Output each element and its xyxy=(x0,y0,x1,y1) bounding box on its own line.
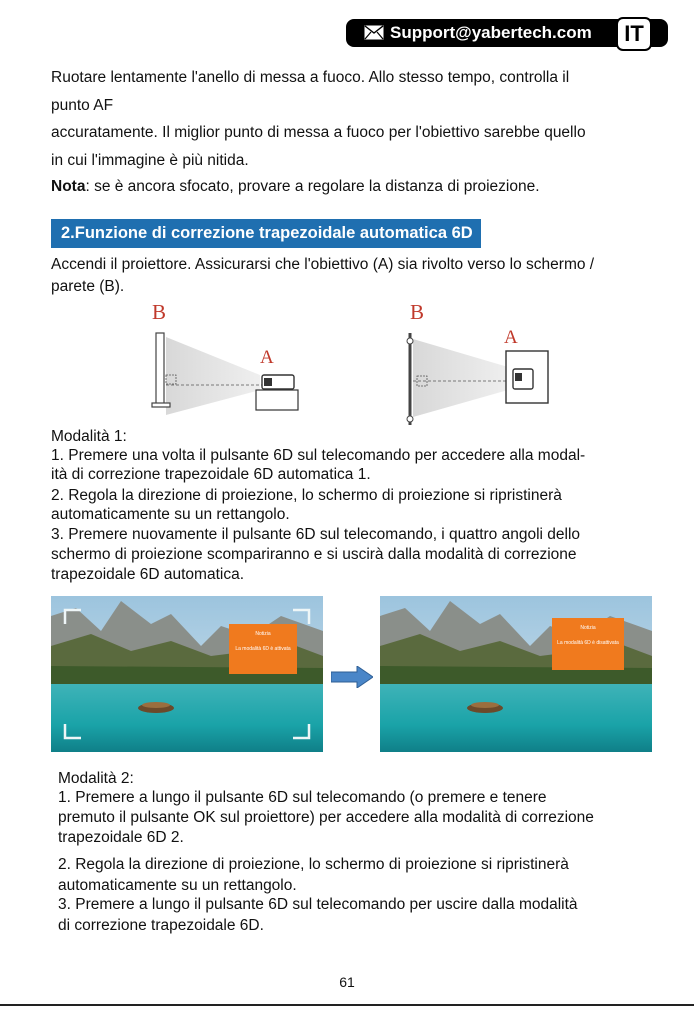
mode1-title: Modalità 1: xyxy=(51,428,127,445)
notice-6d-off xyxy=(552,618,624,670)
intro-line-3: accuratamente. Il miglior punto di messa a fuoco per l'obiettivo sarebbe quello xyxy=(51,124,586,141)
mode1-line-5: 3. Premere nuovamente il pulsante 6D sul telecomando, i quattro angoli dello xyxy=(51,526,581,543)
mode1-line-3: 2. Regola la direzione di proiezione, lo schermo di proiezione si ripristinerà xyxy=(51,487,562,504)
mode1-line-2: ità di correzione trapezoidale 6D automatica 1. xyxy=(51,466,371,483)
label-b-left: B xyxy=(152,300,167,324)
mode1-line-4: automaticamente su un rettangolo. xyxy=(51,506,290,523)
note-text: : se è ancora sfocato, provare a regolare la distanza di proiezione. xyxy=(85,178,540,195)
notice-6d-on-body: La modalità 6D è attivata xyxy=(235,646,291,652)
notice-6d-off-body: La modalità 6D è disattivata xyxy=(557,640,619,646)
note-line xyxy=(51,177,540,197)
label-b-right: B xyxy=(410,300,425,324)
photo-6d-on xyxy=(51,596,323,752)
projection-diagram xyxy=(130,297,560,427)
mode1-line-6: schermo di proiezione scompariranno e si uscirà dalla modalità di correzione xyxy=(51,546,577,563)
page-number: 61 xyxy=(339,974,355,990)
intro-line-4: in cui l'immagine è più nitida. xyxy=(51,152,249,169)
mode2-line-5: automaticamente su un rettangolo. xyxy=(58,877,297,894)
photo-6d-off xyxy=(380,596,652,752)
mode2-line-1: 1. Premere a lungo il pulsante 6D sul telecomando (o premere e tenere xyxy=(58,789,547,806)
notice-6d-on-title: Notizia xyxy=(255,631,271,637)
section-text-line-2: parete (B). xyxy=(51,278,125,295)
mode2-line-3: trapezoidale 6D 2. xyxy=(58,829,184,846)
mode2-line-2: premuto il pulsante OK sul proiettore) per accedere alla modalità di correzione xyxy=(58,809,594,826)
mode2-line-4: 2. Regola la direzione di proiezione, lo schermo di proiezione si ripristinerà xyxy=(58,856,569,873)
arrow-right-icon xyxy=(331,666,373,688)
mode2-line-7: di correzione trapezoidale 6D. xyxy=(58,917,264,934)
intro-line-2: punto AF xyxy=(51,97,114,114)
intro-line-1: Ruotare lentamente l'anello di messa a fuoco. Allo stesso tempo, controlla il xyxy=(51,69,570,86)
label-a-right: A xyxy=(504,327,518,348)
note-label: Nota xyxy=(51,178,86,195)
mode2-line-6: 3. Premere a lungo il pulsante 6D sul telecomando per uscire dalla modalità xyxy=(58,896,578,913)
notice-6d-off-title: Notizia xyxy=(580,625,596,631)
mode2-title: Modalità 2: xyxy=(58,770,134,787)
section-heading: 2.Funzione di correzione trapezoidale automatica 6D xyxy=(51,219,481,248)
footer-divider xyxy=(0,1004,694,1006)
language-badge: IT xyxy=(616,17,652,51)
section-text-line-1: Accendi il proiettore. Assicurarsi che l'obiettivo (A) sia rivolto verso lo schermo / xyxy=(51,256,595,273)
screen-side xyxy=(156,333,164,405)
projection-beam-side xyxy=(166,337,260,415)
mode1-line-1: 1. Premere una volta il pulsante 6D sul telecomando per accedere alla modal- xyxy=(51,447,586,464)
table-side xyxy=(256,390,298,410)
screen-stand xyxy=(152,403,170,407)
support-email[interactable]: Support@yabertech.com xyxy=(390,23,592,42)
label-a-left: A xyxy=(260,347,274,368)
mode1-line-7: trapezoidale 6D automatica. xyxy=(51,566,245,583)
notice-6d-on xyxy=(229,624,297,674)
mail-icon xyxy=(364,25,384,40)
